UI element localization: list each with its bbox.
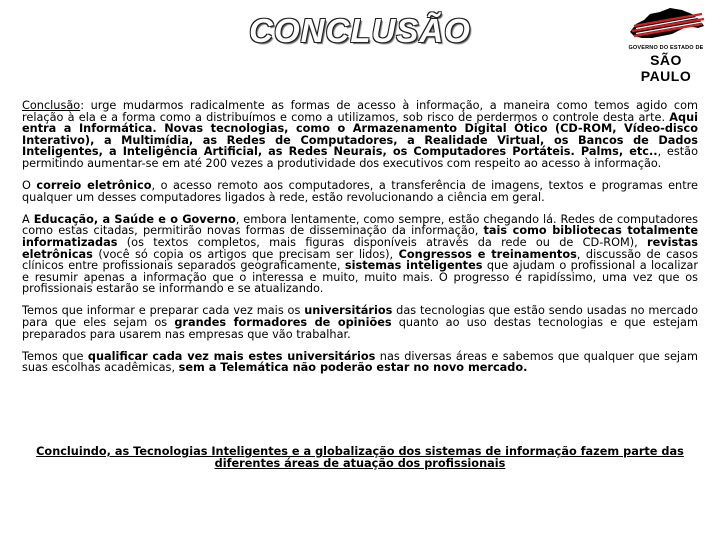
- text-span: : urge mudarmos radicalmente as formas de acesso à informação, a maneira como temos agido com relação à ela e a forma como a distribuímos e como a utilizamos, sob risco de perdermos o controle desta arte.: [22, 99, 698, 124]
- government-logo: [624, 4, 708, 84]
- text-span: (você só copia os artigos que precisam ser lidos),: [92, 247, 399, 261]
- conclusion-label: Conclusão: [22, 99, 81, 112]
- text-span: , discussão de casos clínicos entre profissionais separados geograficamente,: [22, 247, 698, 273]
- text-span: , o acesso remoto aos computadores, a transferência de imagens, textos e programas entre qualquer um desses computadores ligados à rede, estão revolucionando a ciência em geral.: [22, 179, 698, 204]
- bold-text: Congressos e treinamentos: [398, 247, 577, 261]
- bold-text: universitários: [304, 304, 393, 318]
- bold-text: revistas eletrônicas: [22, 235, 698, 261]
- text-span: das tecnologias que estão sendo usadas no mercado para que eles sejam os: [22, 304, 698, 329]
- body-text: [22, 100, 698, 384]
- text-span: Temos que: [22, 349, 88, 363]
- text-span: , embora lentamente, como sempre, estão chegando lá. Redes de computadores como estas citadas, permitirão novas formas de disseminação da informação,: [22, 212, 698, 238]
- text-span: , estão permitindo aumentar-se em até 200 vezes a produtividade dos executivos com respeito ao acesso à informação.: [22, 145, 698, 170]
- bold-text: qualificar cada vez mais estes universitários: [87, 349, 376, 363]
- text-span: que ajudam o profissional a localizar e resumir apenas a informação que o interessa e muito, muito mais. O progresso é rapidíssimo, uma vez que os profissionais estarão se informando e se atualizando.: [22, 259, 699, 296]
- bold-text: Aqui entra a Informática. Novas tecnologias, como o Armazenamento Digital Ótico (CD-ROM, Vídeo-disco Interativo), a Multimídia, as Redes de Computadores, a Realidade Virtual, os Bancos de Dados Inteligentes, a Inteligência Artificial, as Redes Neurais, os Computadores Portáteis. Palms, etc..: [22, 110, 698, 159]
- bold-text: tais como bibliotecas totalmente informatizadas: [22, 224, 698, 249]
- bold-text: correio eletrônico: [36, 179, 152, 193]
- paragraph-5: [22, 351, 698, 374]
- bold-text: Educação, a Saúde e o Governo: [33, 212, 236, 226]
- paragraph-1: [22, 100, 698, 170]
- text-span: nas diversas áreas e sabemos que qualquer que sejam suas escolhas acadêmicas,: [22, 349, 698, 375]
- page-title: CONCLUSÃO: [249, 12, 471, 49]
- bold-text: sistemas inteligentes: [344, 259, 483, 273]
- text-span: Temos que informar e preparar cada vez mais os: [22, 304, 305, 318]
- bold-text: grandes formadores de opiniões: [174, 316, 392, 329]
- bold-text: sem a Telemática não poderão estar no novo mercado.: [178, 361, 528, 375]
- text-span: (os textos completos, mais figuras disponíveis através da rede ou de CD-ROM),: [117, 235, 648, 249]
- logo-caption: GOVERNO DO ESTADO DE: [628, 45, 704, 51]
- final-conclusion: Concluindo, as Tecnologias Inteligentes e a globalização dos sistemas de informação fazem parte das diferentes áreas de atuação dos profissionais: [36, 445, 684, 470]
- sao-paulo-map-icon: [626, 4, 706, 44]
- paragraph-4: [22, 305, 698, 340]
- text-span: A: [22, 212, 34, 226]
- paragraph-3: [22, 214, 698, 295]
- text-span: O: [22, 179, 37, 193]
- text-span: quanto ao uso destas tecnologias e que estejam preparados para usarem nas empresas que vão trabalhar.: [22, 316, 698, 341]
- logo-state-name: SÃO PAULO: [640, 52, 692, 84]
- paragraph-2: [22, 180, 698, 203]
